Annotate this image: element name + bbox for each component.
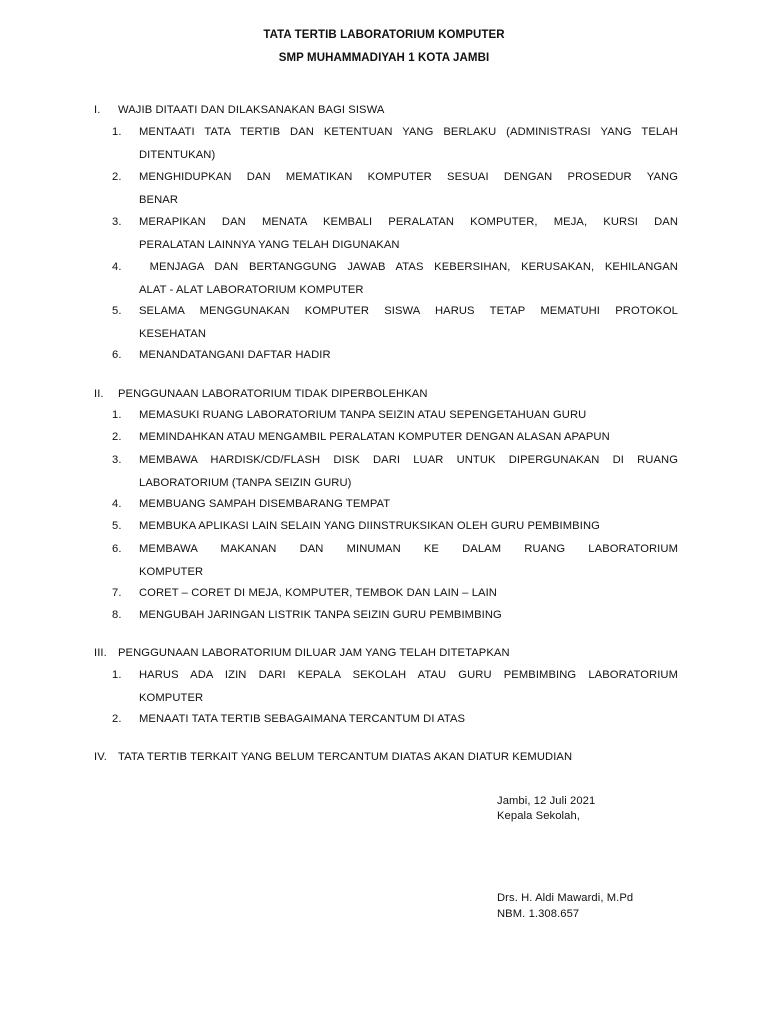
document-title: TATA TERTIB LABORATORIUM KOMPUTER: [263, 29, 505, 41]
section-4-heading-text: TATA TERTIB TERKAIT YANG BELUM TERCANTUM DIATAS AKAN DIATUR KEMUDIAN: [118, 751, 573, 763]
section-1-numeral: I.: [94, 104, 101, 116]
section-3-heading-text: PENGGUNAAN LABORATORIUM DILUAR JAM YANG TELAH DITETAPKAN: [118, 647, 510, 659]
rule-number: 4.: [112, 261, 122, 273]
signature-position: Kepala Sekolah,: [497, 810, 580, 822]
rule-item: [112, 708, 678, 731]
rule-text: MENAATI TATA TERTIB SEBAGAIMANA TERCANTUM DI ATAS: [139, 713, 466, 725]
rule-item: [112, 493, 678, 516]
rule-number: 1.: [112, 126, 122, 138]
rule-number: 1.: [112, 669, 122, 681]
signature-place-date: Jambi, 12 Juli 2021: [497, 795, 596, 807]
rule-text: MENJAGA DAN BERTANGGUNG JAWAB ATAS KEBERSIHAN, KERUSAKAN, KEHILANGAN: [139, 261, 678, 273]
section-4-numeral: IV.: [94, 751, 107, 763]
rule-text: MEMINDAHKAN ATAU MENGAMBIL PERALATAN KOMPUTER DENGAN ALASAN APAPUN: [139, 431, 610, 443]
rule-item: [112, 256, 678, 301]
rule-text-continued: KOMPUTER: [139, 691, 204, 704]
rule-item: [112, 538, 678, 583]
rule-number: 2.: [112, 713, 122, 725]
rule-item: [112, 604, 678, 627]
rule-number: 6.: [112, 349, 122, 361]
section-1-heading-text: WAJIB DITAATI DAN DILAKSANAKAN BAGI SISWA: [118, 104, 385, 116]
rule-item: [112, 166, 678, 211]
rule-item: [112, 582, 678, 605]
rule-number: 3.: [112, 454, 122, 466]
rule-text: MEMASUKI RUANG LABORATORIUM TANPA SEIZIN ATAU SEPENGETAHUAN GURU: [139, 409, 587, 421]
signature-nbm: NBM. 1.308.657: [497, 908, 580, 920]
rule-number: 6.: [112, 543, 122, 555]
rule-text-continued: KESEHATAN: [139, 327, 207, 340]
rule-text: MEMBAWA MAKANAN DAN MINUMAN KE DALAM RUANG LABORATORIUM: [139, 543, 678, 555]
rule-number: 5.: [112, 520, 122, 532]
section-3-numeral: III.: [94, 647, 107, 659]
rule-text: CORET – CORET DI MEJA, KOMPUTER, TEMBOK DAN LAIN – LAIN: [139, 587, 497, 599]
rule-text-continued: KOMPUTER: [139, 565, 204, 578]
rule-item: [112, 300, 678, 345]
rule-number: 2.: [112, 171, 122, 183]
section-2-numeral: II.: [94, 388, 104, 400]
rule-text: MENANDATANGANI DAFTAR HADIR: [139, 349, 331, 361]
rule-text: MENGUBAH JARINGAN LISTRIK TANPA SEIZIN GURU PEMBIMBING: [139, 609, 502, 621]
rule-item: [112, 449, 678, 494]
section-3-heading: [94, 647, 694, 659]
rule-text: MERAPIKAN DAN MENATA KEMBALI PERALATAN KOMPUTER, MEJA, KURSI DAN: [139, 216, 678, 228]
rule-number: 2.: [112, 431, 122, 443]
rule-text-continued: PERALATAN LAINNYA YANG TELAH DIGUNAKAN: [139, 238, 400, 251]
rule-item: [112, 404, 678, 427]
rule-item: [112, 344, 678, 367]
rule-text-continued: LABORATORIUM (TANPA SEIZIN GURU): [139, 476, 352, 489]
rule-item: [112, 664, 678, 709]
rule-text: MENTAATI TATA TERTIB DAN KETENTUAN YANG BERLAKU (ADMINISTRASI YANG TELAH: [139, 126, 678, 138]
school-name: SMP MUHAMMADIYAH 1 KOTA JAMBI: [278, 52, 490, 64]
rule-number: 4.: [112, 498, 122, 510]
rule-text: MEMBUANG SAMPAH DISEMBARANG TEMPAT: [139, 498, 391, 510]
rule-item: [112, 515, 678, 538]
rule-text-continued: BENAR: [139, 193, 179, 206]
rule-text: HARUS ADA IZIN DARI KEPALA SEKOLAH ATAU GURU PEMBIMBING LABORATORIUM: [139, 669, 678, 681]
rule-number: 1.: [112, 409, 122, 421]
rule-item: [112, 121, 678, 166]
rule-text-continued: DITENTUKAN): [139, 148, 216, 161]
section-2-heading: [94, 388, 694, 400]
signature-name: Drs. H. Aldi Mawardi, M.Pd: [497, 892, 634, 904]
rule-item: [112, 426, 678, 449]
rule-text: MENGHIDUPKAN DAN MEMATIKAN KOMPUTER SESUAI DENGAN PROSEDUR YANG: [139, 171, 678, 183]
section-4-heading: [94, 751, 694, 763]
rule-number: 7.: [112, 587, 122, 599]
rule-text: SELAMA MENGGUNAKAN KOMPUTER SISWA HARUS TETAP MEMATUHI PROTOKOL: [139, 305, 678, 317]
section-2-heading-text: PENGGUNAAN LABORATORIUM TIDAK DIPERBOLEHKAN: [118, 388, 428, 400]
rule-number: 8.: [112, 609, 122, 621]
rule-item: [112, 211, 678, 256]
rule-text: MEMBAWA HARDISK/CD/FLASH DISK DARI LUAR UNTUK DIPERGUNAKAN DI RUANG: [139, 454, 678, 466]
rule-number: 3.: [112, 216, 122, 228]
section-1-heading: [94, 104, 694, 116]
rule-number: 5.: [112, 305, 122, 317]
rule-text-continued: ALAT - ALAT LABORATORIUM KOMPUTER: [139, 283, 364, 296]
rule-text: MEMBUKA APLIKASI LAIN SELAIN YANG DIINSTRUKSIKAN OLEH GURU PEMBIMBING: [139, 520, 600, 532]
